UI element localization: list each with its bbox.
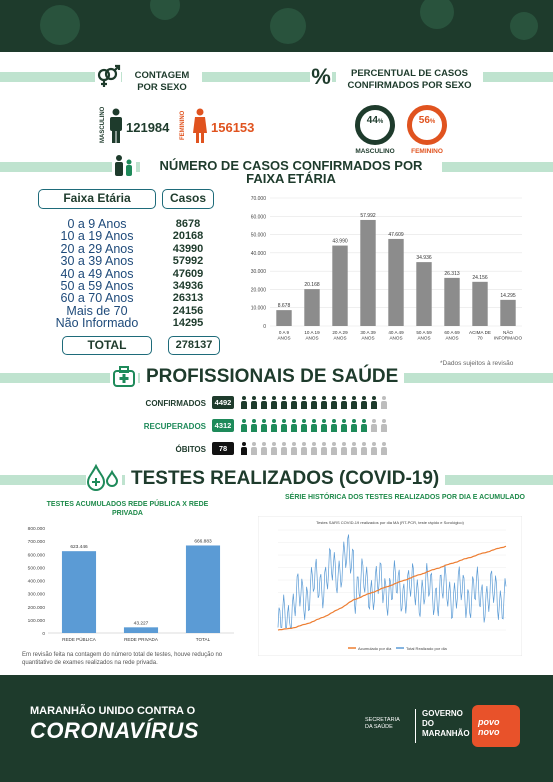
tests-bar <box>62 551 96 633</box>
bar-value-label: 34.936 <box>416 255 432 262</box>
prof-row-value: 4492 <box>212 396 234 409</box>
masc-count: 121984 <box>126 120 170 135</box>
person-icon <box>310 442 318 455</box>
person-icon <box>320 442 328 455</box>
bar-value-label: 26.313 <box>444 270 460 277</box>
x-tick-label: 50 A 59 ANOS <box>416 330 432 341</box>
person-icon <box>300 396 308 409</box>
person-icon <box>250 396 258 409</box>
person-icon <box>310 419 318 432</box>
footer-banner <box>0 675 553 782</box>
person-icon <box>280 396 288 409</box>
total-value: 278137 <box>168 336 220 355</box>
person-icon <box>290 442 298 455</box>
x-tick-label: 30 A 39 ANOS <box>360 330 376 341</box>
masc-pct: 44 <box>366 115 378 126</box>
y-tick-label: 500.000 <box>27 566 45 572</box>
governo-logo: GOVERNO DO MARANHÃO <box>415 709 472 743</box>
person-icon <box>350 419 358 432</box>
x-tick-label: REDE PRIVADA <box>124 637 158 642</box>
prof-row-pictogram <box>240 396 400 410</box>
person-icon <box>250 442 258 455</box>
person-icon <box>260 419 268 432</box>
x-tick-label: 40 A 49 ANOS <box>388 330 404 341</box>
bar-value-label: 666.883 <box>194 539 212 545</box>
prof-row-label: ÓBITOS <box>175 445 206 454</box>
tests-bar <box>186 545 220 633</box>
serie-title: SÉRIE HISTÓRICA DOS TESTES REALIZADOS POR DIA E ACUMULADO <box>285 494 525 501</box>
y-tick-label: 30.000 <box>250 269 266 276</box>
age-bar <box>444 278 459 326</box>
casos-row: 26313 <box>172 292 204 305</box>
faixa-title: NÚMERO DE CASOS CONFIRMADOS POR FAIXA ETÁRIA <box>140 159 442 185</box>
person-icon <box>360 442 368 455</box>
percentual-title: PERCENTUAL DE CASOS CONFIRMADOS POR SEXO <box>336 68 483 92</box>
x-tick-label: 0 A 9 ANOS <box>277 330 291 341</box>
age-bar <box>500 300 515 326</box>
casos-row: 47609 <box>172 267 204 280</box>
y-tick-label: 0 <box>42 632 45 637</box>
faixa-row: 10 a 19 Anos <box>60 229 134 244</box>
person-icon <box>310 396 318 409</box>
y-tick-label: 60.000 <box>250 214 266 221</box>
person-icon <box>330 419 338 432</box>
slogan-line1: MARANHÃO UNIDO CONTRA O <box>30 705 196 717</box>
masc-ring <box>355 105 395 145</box>
bar-value-label: 24.156 <box>472 274 488 281</box>
person-icon <box>340 442 348 455</box>
person-icon <box>370 442 378 455</box>
col-faixa-header: Faixa Etária <box>38 189 156 209</box>
test-drops-icon <box>86 462 122 492</box>
person-icon <box>330 442 338 455</box>
col-casos-header: Casos <box>162 189 214 209</box>
prof-row-label: CONFIRMADOS <box>145 399 206 408</box>
maranhao-map-logo <box>472 705 520 747</box>
prof-row-value: 4312 <box>212 419 234 432</box>
y-tick-label: 40.000 <box>250 250 266 257</box>
y-tick-label: 600.000 <box>27 553 45 559</box>
y-tick-label: 300.000 <box>27 592 45 598</box>
fem-count: 156153 <box>211 120 255 135</box>
person-icon <box>250 419 258 432</box>
age-bar-chart <box>232 190 532 360</box>
prof-row-label: RECUPERADOS <box>143 422 206 431</box>
faixa-row: 50 a 59 Anos <box>60 279 134 294</box>
y-tick-label: 20.000 <box>250 287 266 294</box>
person-icon <box>360 396 368 409</box>
person-icon <box>350 442 358 455</box>
acumulados-title: TESTES ACUMULADOS REDE PÚBLICA X REDE PRIVADA <box>46 501 209 517</box>
person-icon <box>300 419 308 432</box>
person-icon <box>300 442 308 455</box>
age-bar <box>332 246 347 326</box>
y-tick-label: 10.000 <box>250 305 266 312</box>
masc-ring-label: MASCULINO <box>355 148 395 155</box>
bar-value-label: 43.227 <box>133 621 149 627</box>
faixa-row: 20 a 29 Anos <box>60 241 134 256</box>
bar-value-label: 8.678 <box>277 303 291 310</box>
person-icon <box>240 419 248 432</box>
casos-row: 34936 <box>172 280 204 293</box>
profissionais-title: PROFISSIONAIS DE SAÚDE <box>140 366 404 388</box>
tests-line-chart <box>258 516 522 656</box>
female-figure-icon <box>192 108 208 144</box>
casos-row: 8678 <box>175 218 201 230</box>
line-chart-title: Testes SARS COVID-19 realizados por dia MA (RT-PCR, teste rápido e Sorológico) <box>316 520 464 525</box>
person-icon <box>360 419 368 432</box>
faixa-row: 60 a 70 Anos <box>60 291 134 306</box>
prof-row-pictogram <box>240 442 400 456</box>
person-icon <box>320 419 328 432</box>
fem-vertical-label: FEMININO <box>180 110 186 140</box>
bar-value-label: 623.446 <box>70 545 88 551</box>
tests-bar <box>124 627 158 633</box>
povo-novo-text: povo novo <box>478 717 500 737</box>
y-tick-label: 50.000 <box>250 232 266 239</box>
total-label: TOTAL <box>62 336 152 355</box>
faixa-row: 30 a 39 Anos <box>60 254 134 269</box>
x-tick-label: 60 A 69 ANOS <box>444 330 460 341</box>
bar-value-label: 43.990 <box>332 238 348 245</box>
bar-value-label: 14.295 <box>500 292 516 299</box>
top-banner <box>0 0 553 52</box>
casos-list <box>162 218 214 330</box>
legend-label: Acumulado por dia <box>358 646 392 651</box>
x-tick-label: NÃO INFORMADO <box>493 330 523 341</box>
tests-bar-chart <box>22 522 238 647</box>
legend-label: Total Realizado por dia <box>406 646 447 651</box>
x-tick-label: TOTAL <box>195 637 211 642</box>
faixa-row: 0 a 9 Anos <box>67 217 127 231</box>
x-tick-label: 20 A 29 ANOS <box>332 330 348 341</box>
y-tick-label: 700.000 <box>27 540 45 546</box>
fem-pct-sign: % <box>429 119 436 125</box>
age-bar <box>276 310 291 326</box>
person-icon <box>260 396 268 409</box>
casos-row: 57992 <box>172 255 204 268</box>
person-icon <box>370 419 378 432</box>
medical-kit-icon <box>110 366 138 388</box>
x-tick-label: ACIMA DE 70 <box>469 330 491 341</box>
casos-row: 43990 <box>172 242 204 255</box>
person-icon <box>260 442 268 455</box>
person-icon <box>270 396 278 409</box>
faixa-row: Não Informado <box>55 316 139 331</box>
person-icon <box>270 419 278 432</box>
person-icon <box>290 396 298 409</box>
male-figure-icon <box>108 108 124 144</box>
person-icon <box>280 442 288 455</box>
tests-footnote: Em revisão feita na contagem do número total de testes, houve redução no quantitativo de exames realizados na rede privada. <box>22 652 223 666</box>
fem-ring-label: FEMININO <box>411 148 443 155</box>
y-tick-label: 0 <box>263 324 266 330</box>
bar-value-label: 57.992 <box>360 212 376 219</box>
faixa-list <box>38 218 156 330</box>
fem-pct: 56 <box>418 115 430 126</box>
y-tick-label: 70.000 <box>250 196 266 202</box>
x-tick-label: 10 A 19 ANOS <box>304 330 320 341</box>
person-icon <box>240 396 248 409</box>
y-tick-label: 800.000 <box>27 527 45 532</box>
masc-vertical-label: MASCULINO <box>100 106 106 143</box>
person-icon <box>240 442 248 455</box>
x-tick-label: REDE PÚBLICA <box>62 637 96 642</box>
profissionais-rows <box>0 393 553 463</box>
sexo-title: CONTAGEM POR SEXO <box>122 70 202 94</box>
people-icon <box>112 153 136 177</box>
age-bar <box>304 289 319 326</box>
bar-value-label: 20.168 <box>304 282 320 289</box>
person-icon <box>290 419 298 432</box>
person-icon <box>270 442 278 455</box>
fem-ring <box>407 105 447 145</box>
person-icon <box>350 396 358 409</box>
person-icon <box>340 396 348 409</box>
person-icon <box>330 396 338 409</box>
casos-row: 24156 <box>172 304 204 317</box>
age-bar <box>472 282 487 326</box>
faixa-row: 40 a 49 Anos <box>60 266 134 281</box>
testes-title: TESTES REALIZADOS (COVID-19) <box>125 468 445 490</box>
age-bar <box>388 239 403 326</box>
gender-icon <box>95 64 121 90</box>
casos-row: 20168 <box>172 230 204 243</box>
casos-row: 14295 <box>172 317 204 330</box>
prof-row-pictogram <box>240 419 400 433</box>
slogan-line2: CORONAVÍRUS <box>30 718 199 743</box>
y-tick-label: 200.000 <box>27 605 45 611</box>
bar-value-label: 47.609 <box>388 231 404 238</box>
person-icon <box>320 396 328 409</box>
revision-note: *Dados sujeitos à revisão <box>440 360 514 367</box>
person-icon <box>380 396 388 409</box>
secretaria-label: SECRETARIA DA SAÚDE <box>365 717 400 730</box>
person-icon <box>380 419 388 432</box>
y-tick-label: 100.000 <box>27 618 45 624</box>
masc-pct-sign: % <box>377 119 384 125</box>
person-icon <box>380 442 388 455</box>
age-bar <box>416 262 431 326</box>
y-tick-label: 400.000 <box>27 579 45 585</box>
person-icon <box>340 419 348 432</box>
person-icon <box>280 419 288 432</box>
person-icon <box>370 396 378 409</box>
age-bar <box>360 220 375 326</box>
prof-row-value: 78 <box>212 442 234 455</box>
faixa-row: Mais de 70 <box>66 303 128 318</box>
percent-icon: % <box>311 64 331 89</box>
